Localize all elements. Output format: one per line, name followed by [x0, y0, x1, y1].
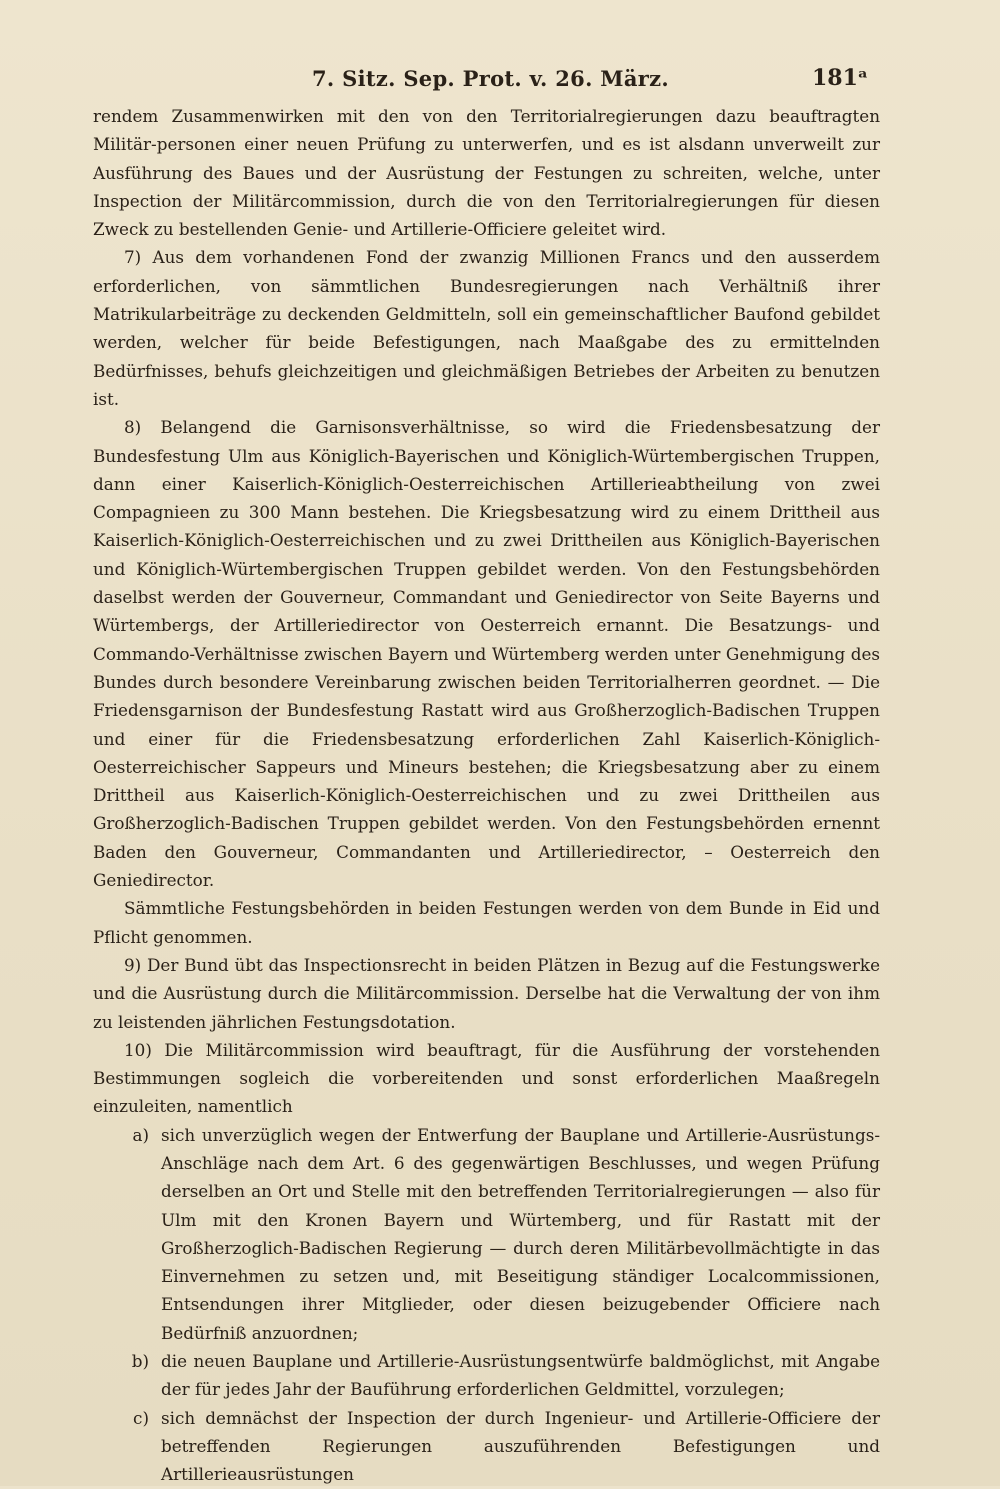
- paragraph-officials: Sämmtliche Festungsbehörden in beiden Festungen werden von dem Bunde in Eid und Pflicht genommen.: [93, 898, 880, 947]
- list-item-label: b): [131, 1351, 149, 1372]
- list-item-text: sich unverzüglich wegen der Entwerfung der Bauplane und Artillerie-Ausrüstungs-Anschläge nach dem Art. 6 des gegenwärtigen Beschlusses, und wegen Prüfung derselben an Ort und Stelle mit den betreffenden Territorialregierungen — also für Ulm mit den Kronen Bayern und Würtemberg, und für Rastatt mit der Großherzoglich-Badischen Regierung — durch deren Militärbevollmächtigte in das Einvernehmen zu setzen und, mit Beseitigung ständiger Localcommissionen, Entsendungen ihrer Mitglieder, oder diesen beizugebender Officiere nach Bedürfniß anzuordnen;: [161, 1124, 880, 1343]
- paragraph-10: 10) Die Militärcommission wird beauftragt, für die Ausführung der vorstehenden Bestimmungen sogleich die vorbereitenden und sonst erforderlichen Maaßregeln einzuleiten, namentlich: [93, 1039, 880, 1117]
- list-item-a: [93, 1121, 880, 1347]
- list-item-text: sich demnächst der Inspection der durch Ingenieur- und Artillerie-Officiere der betreffenden Regierungen auszuführenden Befestigungen und Artillerieausrüstungen: [161, 1407, 880, 1485]
- page-number: 181ᵃ: [812, 65, 869, 91]
- running-head: 7. Sitz. Sep. Prot. v. 26. März.: [312, 66, 669, 91]
- paragraph-7: 7) Aus dem vorhandenen Fond der zwanzig Millionen Francs und den ausserdem erforderlichen, von sämmtlichen Bundesregierungen nach Verhältniß ihrer Matrikularbeiträge zu deckenden Geldmitteln, soll ein gemeinschaftlicher Baufond gebildet werden, welcher für beide Befestigungen, nach Maaßgabe des zu ermittelnden Bedürfnisses, behufs gleichzeitigen und gleichmäßigen Betriebes der Arbeiten zu benutzen ist.: [93, 247, 880, 409]
- list-item-label: a): [132, 1124, 149, 1145]
- list-item-b: [93, 1347, 880, 1404]
- list-item-c: [93, 1404, 880, 1489]
- list-item-text: die neuen Bauplane und Artillerie-Ausrüstungsentwürfe baldmöglichst, mit Angabe der für jedes Jahr der Bauführung erforderlichen Geldmittel, vorzulegen;: [161, 1351, 880, 1400]
- list-item-label: c): [133, 1407, 149, 1428]
- paragraph-continuation: rendem Zusammenwirken mit den von den Territorialregierungen dazu beauftragten Militär-personen einer neuen Prüfung zu unterwerfen, und es ist alsdann unverweilt zur Ausführung des Baues und der Ausrüstung der Festungen zu schreiten, welche, unter Inspection der Militärcommission, durch die von den Territorialregierungen für diesen Zweck zu bestellenden Genie- und Artillerie-Officiere geleitet wird.: [93, 106, 880, 240]
- paragraph-9: 9) Der Bund übt das Inspectionsrecht in beiden Plätzen in Bezug auf die Festungswerke und die Ausrüstung durch die Militärcommission. Derselbe hat die Verwaltung der von ihm zu leistenden jährlichen Festungsdotation.: [93, 954, 880, 1032]
- document-body: [93, 102, 880, 1489]
- paragraph-8: 8) Belangend die Garnisonsverhältnisse, so wird die Friedensbesatzung der Bundesfestung Ulm aus Königlich-Bayerischen und Königlich-Würtembergischen Truppen, dann einer Kaiserlich-Königlich-Oesterreichischen Artillerieabtheilung von zwei Compagnieen zu 300 Mann bestehen. Die Kriegsbesatzung wird zu einem Drittheil aus Kaiserlich-Königlich-Oesterreichischen und zu zwei Drittheilen aus Königlich-Bayerischen und Königlich-Würtembergischen Truppen gebildet werden. Von den Festungsbehörden daselbst werden der Gouverneur, Commandant und Geniedirector von Seite Bayerns und Würtembergs, der Artilleriedirector von Oesterreich ernannt. Die Besatzungs- und Commando-Verhältnisse zwischen Bayern und Würtemberg werden unter Genehmigung des Bundes durch besondere Vereinbarung zwischen beiden Territorialherren geordnet. — Die Friedensgarnison der Bundesfestung Rastatt wird aus Großherzoglich-Badischen Truppen und einer für die Friedensbesatzung erforderlichen Zahl Kaiserlich-Königlich-Oesterreichischer Sappeurs und Mineurs bestehen; die Kriegsbesatzung aber zu einem Drittheil aus Kaiserlich-Königlich-Oesterreichischen und zu zwei Drittheilen aus Großherzoglich-Badischen Truppen gebildet werden. Von den Festungsbehörden ernennt Baden den Gouverneur, Commandanten und Artilleriedirector, – Oesterreich den Geniedirector.: [93, 417, 880, 891]
- page-header: [0, 66, 1000, 96]
